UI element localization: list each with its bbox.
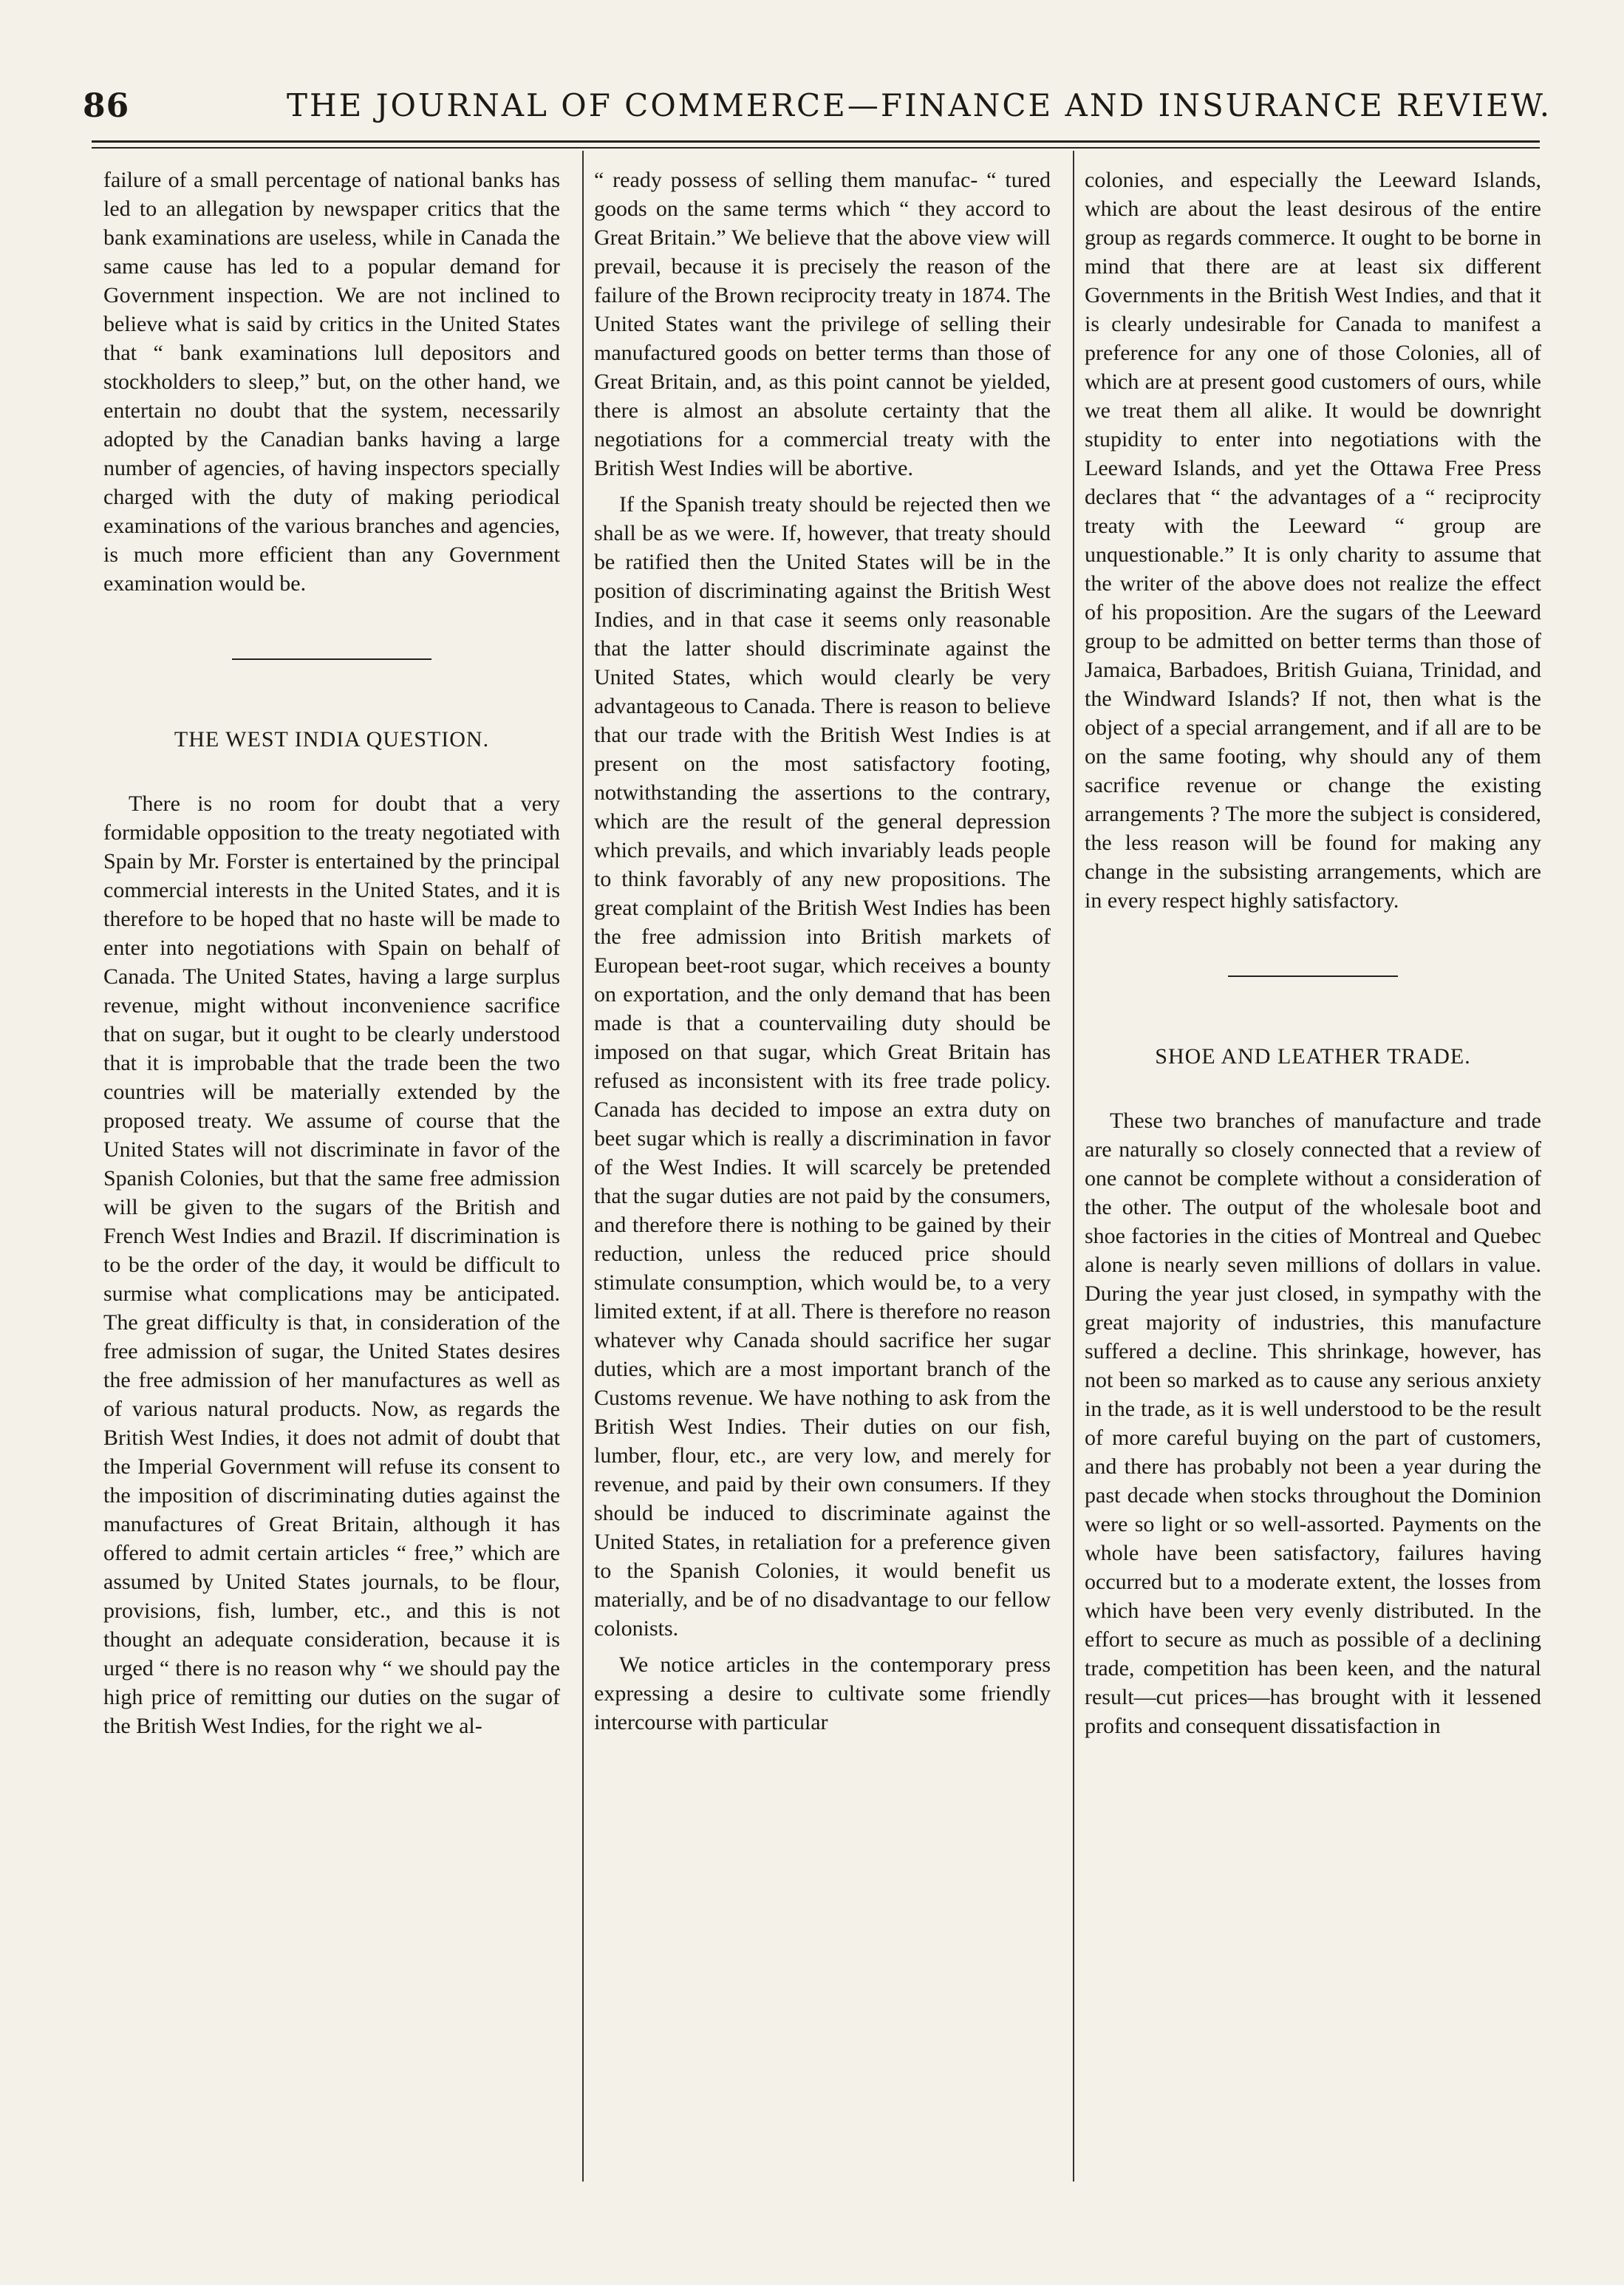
col3-paragraph-1: colonies, and especially the Leeward Islands, which are about the least desirous of the entire group as regards commerce. It ought to be borne in mind that there are at least six different Governments in the British West Indies, and that it is clearly undesirable for Canada to manifest a preference for any one of those Colonies, all of which are at present good customers of ours, while we treat them all alike. It would be downright stupidity to enter into negotiations with the Leeward Islands, and yet the Ottawa Free Press declares that “ the advantages of a “ reciprocity treaty with the Leeward “ group are unquestionable.” It is only charity to assume that the writer of the above does not realize the effect of his proposition. Are the sugars of the Leeward group to be admitted on better terms than those of Jamaica, Barbadoes, British Guiana, Trinidad, and the Windward Islands? If not, then what is the object of a special arrangement, and if all are to be on the same footing, why should any of them sacrifice revenue or change the existing arrangements ? The more the subject is considered, the less reason will be found for making any change in the subsisting arrangements, which are in every respect highly satisfactory.: [1085, 168, 1541, 913]
col1-paragraph-2: There is no room for doubt that a very formidable opposition to the treaty negotiated with Spain by Mr. Forster is entertained by the principal commercial interests in the United States, and it is therefore to be hoped that no haste will be made to enter into negotiations with Spain on behalf of Canada. The United States, having a large surplus revenue, might without inconvenience sacrifice that on sugar, but it ought to be clearly understood that it is improbable that the trade been the two countries will be materially extended by the proposed treaty. We assume of course that the United States will not discriminate in favor of the Spanish Colonies, but that the same free admission will be given to the sugars of the British and French West Indies and Brazil. If discrimination is to be the order of the day, it would be difficult to surmise what complications may be anticipated. The great difficulty is that, in consideration of the free admission of sugar, the United States desires the free admission of her manufactures as well as of various natural products. Now, as regards the British West Indies, it does not admit of doubt that the Imperial Government will refuse its consent to the imposition of discriminating duties against the manufactures of Great Britain, although it has offered to admit certain articles “ free,” which are assumed by United States journals, to be flour, provisions, fish, lumber, etc., and this is not thought an adequate consideration, because it is urged “ there is no reason why “ we should pay the high price of remitting our duties on the sugar of the British West Indies, for the right we al-: [103, 791, 560, 1738]
column-2: [594, 166, 1051, 1737]
section-divider: [232, 658, 431, 660]
journal-title: THE JOURNAL OF COMMERCE—FINANCE AND INSURANCE REVIEW.: [287, 87, 1552, 123]
column-3: [1085, 166, 1541, 1740]
section-heading-west-india: THE WEST INDIA QUESTION.: [174, 727, 490, 752]
header-rule-top: [92, 140, 1540, 143]
column-1: [103, 166, 560, 1740]
page-header: [80, 81, 1550, 126]
page-number: 86: [83, 87, 130, 125]
col2-paragraph-3: We notice articles in the contemporary press expressing a desire to cultivate some friendly intercourse with particular: [594, 1652, 1051, 1734]
col2-paragraph-1: “ ready possess of selling them manufac- “ tured goods on the same terms which “ they accord to Great Britain.” We believe that the above view will prevail, because it is precisely the reason of the failure of the Brown reciprocity treaty in 1874. The United States want the privilege of selling their manufactured goods on better terms than those of Great Britain, and, as this point cannot be yielded, there is almost an absolute certainty that the negotiations for a commercial treaty with the British West Indies will be abortive.: [594, 168, 1051, 480]
col3-paragraph-2: These two branches of manufacture and trade are naturally so closely connected that a review of one cannot be complete without a consideration of the other. The output of the wholesale boot and shoe factories in the cities of Montreal and Quebec alone is nearly seven millions of dollars in value. During the year just closed, in sympathy with the great majority of industries, this manufacture suffered a decline. This shrinkage, however, has not been so marked as to cause any serious anxiety in the trade, as it is well understood to be the result of more careful buying on the part of customers, and there has probably not been a year during the past decade when stocks throughout the Dominion were so light or so well-assorted. Payments on the whole have been satisfactory, failures having occurred but to a moderate extent, the losses from which have been very evenly distributed. In the effort to secure as much as possible of a declining trade, competition has been keen, and the natural result—cut prices—has brought with it lessened profits and consequent dissatisfaction in: [1085, 1109, 1541, 1738]
col1-paragraph-1: failure of a small percentage of national banks has led to an allegation by newspaper critics that the bank examinations are useless, while in Canada the same cause has led to a popular demand for Government inspection. We are not inclined to believe what is said by critics in the United States that “ bank examinations lull depositors and stockholders to sleep,” but, on the other hand, we entertain no doubt that the system, necessarily adopted by the Canadian banks having a large number of agencies, of having inspectors specially charged with the duty of making periodical examinations of the various branches and agencies, is much more efficient than any Government examination would be.: [103, 168, 560, 596]
header-rule-bottom: [92, 147, 1540, 149]
column-divider-1: [582, 151, 584, 2182]
column-divider-2: [1073, 151, 1074, 2182]
section-heading-shoe-leather: SHOE AND LEATHER TRADE.: [1155, 1044, 1471, 1069]
section-divider: [1228, 975, 1398, 977]
col2-paragraph-2: If the Spanish treaty should be rejected then we shall be as we were. If, however, that treaty should be ratified then the United States will be in the position of discriminating against the British West Indies, and in that case it seems only reasonable that the latter should discriminate against the United States, which would clearly be very advantageous to Canada. There is reason to believe that our trade with the British West Indies is at present on the most satisfactory footing, notwithstanding the assertions to the contrary, which are the result of the general depression which prevails, and which invariably leads people to think favorably of any new propositions. The great complaint of the British West Indies has been the free admission into British markets of European beet-root sugar, which receives a bounty on exportation, and the only demand that has been made is that a countervailing duty should be imposed on that sugar, which Great Britain has refused as inconsistent with its free trade policy. Canada has decided to impose an extra duty on beet sugar which is really a discrimination in favor of the West Indies. It will scarcely be pretended that the sugar duties are not paid by the consumers, and therefore there is nothing to be gained by their reduction, unless the reduced price should stimulate consumption, which would be, to a very limited extent, if at all. There is therefore no reason whatever why Canada should sacrifice her sugar duties, which are a most important branch of the Customs revenue. We have nothing to ask from the British West Indies. Their duties on our fish, lumber, flour, etc., are very low, and merely for revenue, and paid by their own consumers. If they should be induced to discriminate against the United States, in retaliation for a preference given to the Spanish Colonies, it would benefit us materially, and be of no disadvantage to our fellow colonists.: [594, 492, 1051, 1641]
